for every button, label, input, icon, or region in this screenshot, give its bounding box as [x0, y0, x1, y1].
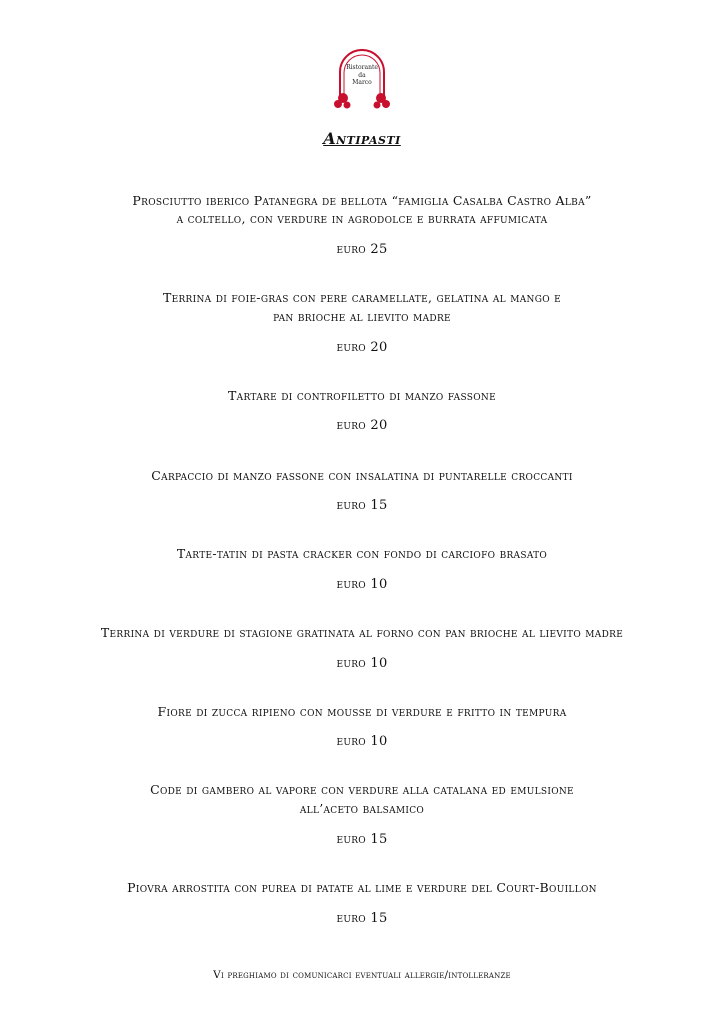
item-5-price: euro 10 — [336, 577, 388, 592]
restaurant-logo — [330, 48, 394, 112]
logo-text-1: Ristorante — [346, 64, 378, 71]
item-2-price: euro 20 — [336, 340, 388, 355]
item-3-price: euro 20 — [336, 418, 388, 433]
logo-flower-left-icon — [334, 93, 351, 109]
item-5-description-line-1: Tarte-tatin di pasta cracker con fondo di carciofo brasato — [176, 546, 548, 561]
allergy-footer-note: Vi preghiamo di comunicarci eventuali allergie/intolleranze — [213, 969, 511, 981]
logo-text-2: da — [358, 72, 366, 79]
item-9-description-line-1: Piovra arrostita con purea di patate al lime e verdure del Court-Bouillon — [127, 880, 597, 895]
item-6-price: euro 10 — [336, 656, 388, 671]
logo-text-3: Marco — [352, 79, 372, 86]
item-7-description-line-1: Fiore di zucca ripieno con mousse di verdure e fritto in tempura — [157, 704, 567, 719]
item-4-description-line-1: Carpaccio di manzo fassone con insalatina di puntarelle croccanti — [151, 468, 573, 483]
item-2-description-line-2: pan brioche al lievito madre — [273, 309, 451, 324]
item-1-price: euro 25 — [336, 242, 388, 257]
item-2-description-line-1: Terrina di foie-gras con pere caramellate, gelatina al mango e — [162, 290, 562, 305]
item-9-price: euro 15 — [336, 911, 388, 926]
logo-flower-right-icon — [374, 93, 391, 109]
item-8-description-line-2: all’aceto balsamico — [299, 801, 425, 816]
item-3-description-line-1: Tartare di controfiletto di manzo fassone — [228, 388, 496, 403]
item-4-price: euro 15 — [336, 498, 388, 513]
item-7-price: euro 10 — [336, 734, 388, 749]
item-8-price: euro 15 — [336, 832, 388, 847]
section-title: Antipasti — [323, 129, 401, 148]
item-1-description-line-2: a coltello, con verdure in agrodolce e burrata affumicata — [176, 211, 548, 226]
item-1-description-line-1: Prosciutto iberico Patanegra de bellota “famiglia Casalba Castro Alba” — [132, 193, 592, 208]
item-8-description-line-1: Code di gambero al vapore con verdure alla catalana ed emulsione — [150, 782, 574, 797]
item-6-description-line-1: Terrina di verdure di stagione gratinata al forno con pan brioche al lievito madre — [100, 625, 624, 640]
